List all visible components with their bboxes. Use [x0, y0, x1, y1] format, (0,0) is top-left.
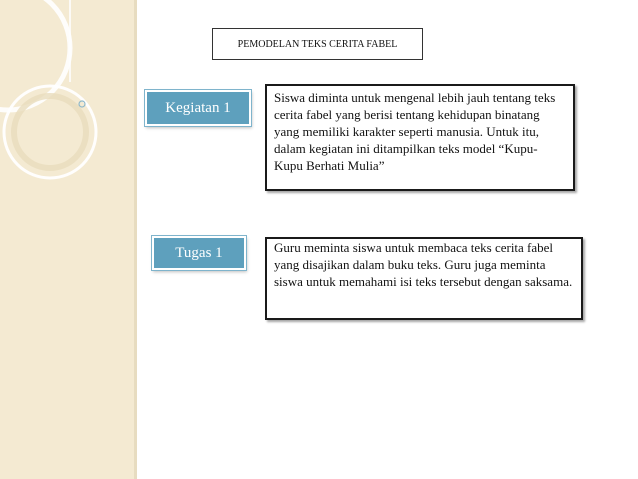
- tugas-text-box: [265, 237, 583, 320]
- decorative-sidebar: [0, 0, 134, 479]
- kegiatan-text: Siswa diminta untuk mengenal lebih jauh tentang teks cerita fabel yang berisi tentang kehidupan binatang yang memiliki karakter seperti manusia. Untuk itu, dalam kegiatan ini ditampilkan teks model “Kupu-Kupu Berhati Mulia”: [274, 90, 556, 173]
- tugas-text: Guru meminta siswa untuk membaca teks cerita fabel yang disajikan dalam buku teks. Guru juga meminta siswa untuk memahami isi teks tersebut dengan saksama.: [274, 240, 573, 289]
- tugas-label-box: [152, 236, 246, 270]
- kegiatan-label-box: [145, 90, 251, 126]
- kegiatan-text-box: [265, 84, 575, 191]
- kegiatan-label: Kegiatan 1: [165, 99, 231, 116]
- sidebar-edge: [134, 0, 137, 479]
- slide-title: PEMODELAN TEKS CERITA FABEL: [237, 38, 398, 50]
- tugas-label: Tugas 1: [175, 244, 223, 261]
- slide-title-box: [212, 28, 423, 60]
- decorative-circles: [0, 0, 134, 479]
